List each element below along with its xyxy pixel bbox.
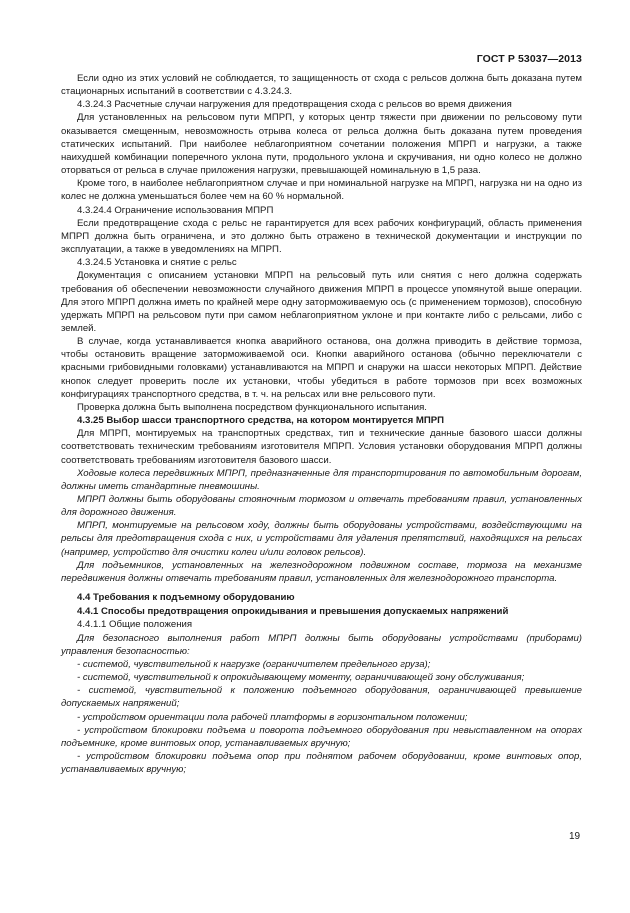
list-item: - устройством ориентации пола рабочей платформы в горизонтальном положении; bbox=[77, 711, 468, 723]
paragraph: Для МПРП, монтируемых на транспортных средствах, тип и технические данные базового шасси должны соответствовать техническим требованиям изготовителя МПРП. Условия установки оборудования МПРП должны соответствовать требованиям изготовителя базового шасси. bbox=[61, 428, 582, 466]
paragraph: Для установленных на рельсовом пути МПРП, у которых центр тяжести при движении по рельсовому пути оказывается смещенным, невозможность отрыва колеса от рельса должна быть доказана путем проведения статических испытаний. При наиболее неблагоприятном сочетании положения МПРП и нагрузки, а также наихудшей комбинации поперечного уклона пути, продольного уклона и скручивания, ни одно колесо не должно оторваться от рельса в случае приложения нагрузки, превышающей номинальную в 1,5 раза. bbox=[61, 112, 582, 177]
italic-paragraph: Ходовые колеса передвижных МПРП, предназначенные для транспортирования по автомобильным дорогам, должны иметь стандартные пневмошины. bbox=[61, 467, 582, 492]
paragraph: Если одно из этих условий не соблюдается, то защищенность от схода с рельсов должна быть доказана путем стационарных испытаний в соответствии с 4.3.24.3. bbox=[61, 73, 582, 98]
italic-paragraph: МПРП, монтируемые на рельсовом ходу, должны быть оборудованы устройствами, воздействующими на рельсы для предотвращения схода с них, и устройствами для удаления препятствий, находящихся на рельсах (например, устройство для очистки колеи и/или головок рельсов). bbox=[61, 520, 582, 558]
section-heading-4-4-1: 4.4.1 Способы предотвращения опрокидывания и превышения допускаемых напряжений bbox=[77, 606, 509, 618]
italic-paragraph: Для подъемников, установленных на железнодорожном подвижном составе, тормоза на механизме передвижения должны отвечать требованиям правил, установленных для железнодорожного транспорта. bbox=[61, 559, 582, 584]
document-standard-number: ГОСТ Р 53037—2013 bbox=[476, 53, 582, 65]
page-number: 19 bbox=[569, 831, 581, 842]
paragraph: Если предотвращение схода с рельс не гарантируется для всех рабочих конфигураций, область применения МПРП должна быть ограничена, и это должно быть отражено в технической документации и инструкции по эксплуатации, а также в уведомлениях на МПРП. bbox=[61, 217, 582, 256]
page-body bbox=[61, 72, 582, 776]
paragraph: Кроме того, в наиболее неблагоприятном случае и при номинальной нагрузке на МПРП, нагрузка ни на одно из колес не должна уменьшаться более чем на 60 % нормальной. bbox=[61, 178, 582, 203]
section-heading-4-4: 4.4 Требования к подъемному оборудованию bbox=[77, 592, 295, 604]
paragraph: Проверка должна быть выполнена посредством функционального испытания. bbox=[77, 401, 427, 413]
paragraph: В случае, когда устанавливается кнопка аварийного останова, она должна приводить в действие тормоза, чтобы остановить вращение заторможиваемой оси. Кнопки аварийного останова (обычно переключатели с красными грибовидными головками) устанавливаются на МПРП и снаружи на шасси некоторых МПРП. Действие кнопок следует проверить после их установки, чтобы убедиться в работе тормозов при всех возможных конфигурациях транспортного средства, в т. ч. на рельсах или вне рельсового пути. bbox=[61, 336, 582, 400]
italic-paragraph: МПРП должны быть оборудованы стояночным тормозом и отвечать требованиям правил, установленных для дорожного движения. bbox=[61, 494, 582, 519]
paragraph: Документация с описанием установки МПРП на рельсовый путь или снятия с него должна содержать требования об обеспечении невозможности случайного движения МПРП в процессе упомянутой выше операции. Для этого МПРП должна иметь по крайней мере одну заторможиваемую ось (с применением тормозов), способную удержать МПРП на рельсовом пути при самом неблагоприятном уклоне и при контакте либо с рельсами, либо с землей. bbox=[61, 270, 582, 334]
list-item: - системой, чувствительной к положению подъемного оборудования, ограничивающей превышение допускаемых напряжений; bbox=[61, 685, 582, 710]
clause-heading: 4.4.1.1 Общие положения bbox=[77, 619, 193, 631]
clause-heading: 4.3.24.3 Расчетные случаи нагружения для предотвращения схода с рельсов во время движения bbox=[77, 99, 512, 111]
list-item: - устройством блокировки подъема и поворота подъемного оборудования при невыставленном на опорах подъемнике, кроме винтовых опор, устанавливаемых вручную; bbox=[61, 724, 582, 749]
list-item: - системой, чувствительной к опрокидывающему моменту, ограничивающей зону обслуживания; bbox=[77, 672, 525, 684]
italic-paragraph: Для безопасного выполнения работ МПРП должны быть оборудованы устройствами (приборами) управления безопасностью: bbox=[61, 632, 582, 657]
clause-heading: 4.3.24.4 Ограничение использования МПРП bbox=[77, 204, 274, 216]
section-heading-4-3-25: 4.3.25 Выбор шасси транспортного средства, на котором монтируется МПРП bbox=[77, 415, 445, 427]
list-item: - устройством блокировки подъема опор при поднятом рабочем оборудовании, кроме винтовых опор, устанавливаемых вручную; bbox=[61, 750, 582, 776]
list-item: - системой, чувствительной к нагрузке (ограничителем предельного груза); bbox=[77, 658, 431, 670]
clause-heading: 4.3.24.5 Установка и снятие с рельс bbox=[77, 257, 237, 269]
